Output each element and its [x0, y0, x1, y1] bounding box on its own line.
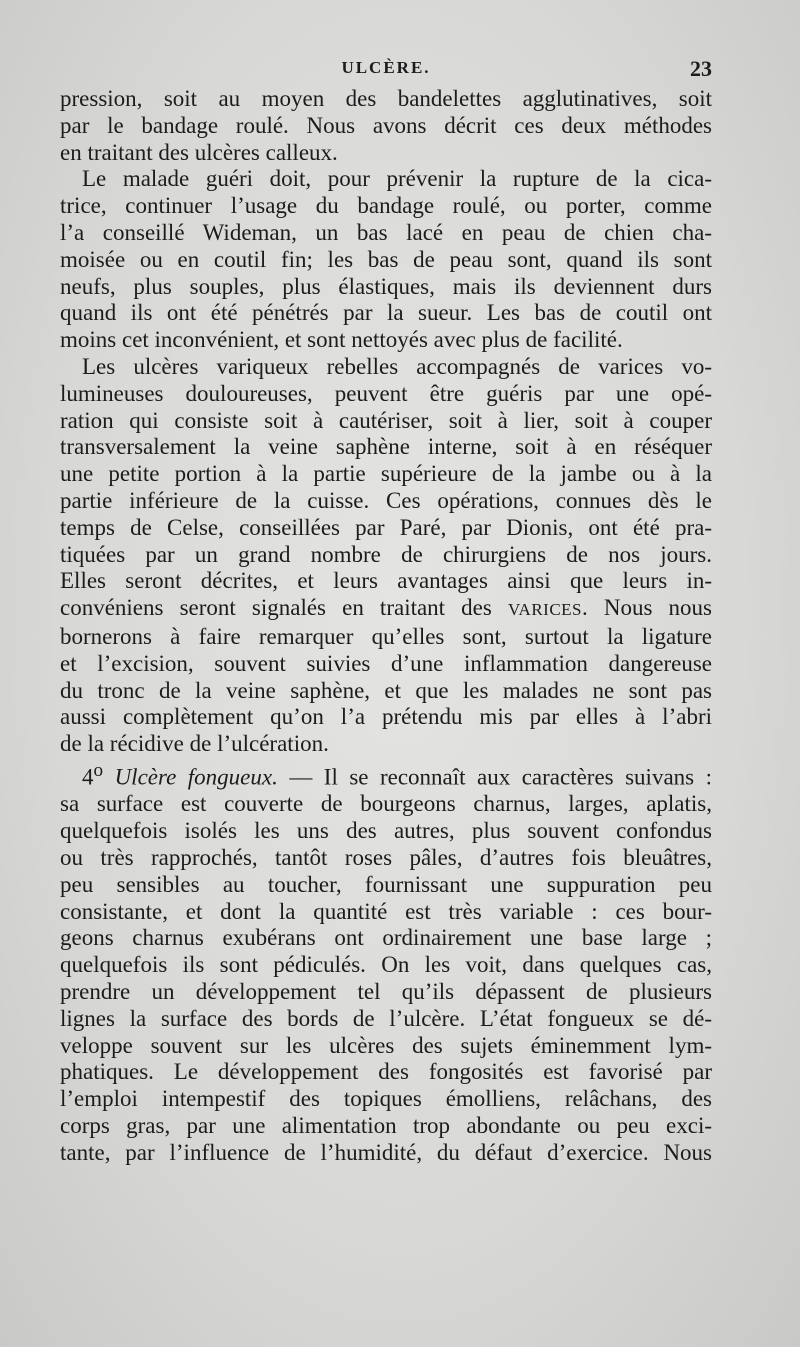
text-line: peu sensibles au toucher, fournissant une suppuration peu: [60, 871, 712, 897]
text-line: partie inférieure de la cuisse. Ces opérations, connues dès le: [60, 487, 712, 513]
text-segment: . Nous nous: [582, 595, 713, 621]
text-line: et l’excision, souvent suivies d’une inflammation dangereuse: [60, 650, 712, 676]
text-line: transversalement la veine saphène interne, soit à en réséquer: [60, 434, 712, 460]
text-line: l’emploi intempestif des topiques émolliens, relâchans, des: [60, 1086, 712, 1112]
text-line: sa surface est couverte de bourgeons charnus, larges, aplatis,: [60, 791, 712, 817]
text-line: ration qui consiste soit à cautériser, soit à lier, soit à couper: [60, 407, 712, 433]
text-line: trice, continuer l’usage du bandage roulé, ou porter, comme: [60, 193, 712, 219]
running-head: ULCÈRE.: [341, 58, 431, 77]
page-number: 23: [690, 56, 712, 81]
text-line: lumineuses douloureuses, peuvent être guéris par une opé-: [60, 380, 712, 406]
text-line: neufs, plus souples, plus élastiques, mais ils deviennent durs: [60, 273, 712, 299]
text-line: moins cet inconvénient, et sont nettoyés avec plus de facilité.: [60, 327, 623, 353]
section-heading: Ulcère fongueux.: [114, 764, 278, 790]
smallcaps-term: VARICES: [507, 600, 583, 620]
text-line: consistante, et dont la quantité est très variable : ces bour-: [60, 898, 712, 924]
text-line: pression, soit au moyen des bandelettes agglutinatives, soit: [60, 86, 712, 111]
text-line: une petite portion à la partie supérieure de la jambe ou à la: [60, 461, 712, 487]
paragraph: [60, 758, 712, 1167]
text-segment: convéniens seront signalés en traitant des: [60, 595, 508, 621]
text-line: [60, 758, 712, 791]
section-number-superscript: o: [93, 759, 104, 781]
text-line: tiquées par un grand nombre de chirurgiens de nos jours.: [60, 541, 712, 567]
text-line: quelquefois isolés les uns des autres, plus souvent confondus: [60, 818, 712, 844]
text-segment: — Il se reconnaît aux caractères suivans :: [277, 764, 712, 790]
body-text: [60, 86, 712, 1167]
text-line: par le bandage roulé. Nous avons décrit ces deux méthodes: [60, 112, 712, 138]
text-line: Le malade guéri doit, pour prévenir la rupture de la cica-: [82, 166, 712, 192]
paragraph: [60, 86, 712, 166]
text-line: l’a conseillé Wideman, un bas lacé en peau de chien cha-: [60, 219, 712, 245]
text-line: phatiques. Le développement des fongosités est favorisé par: [60, 1059, 712, 1085]
paragraph: [60, 354, 712, 758]
text-line: Les ulcères variqueux rebelles accompagnés de varices vo-: [82, 353, 712, 379]
text-line: temps de Celse, conseillées par Paré, par Dionis, ont été pra-: [60, 514, 712, 540]
text-line: quelquefois ils sont pédiculés. On les voit, dans quelques cas,: [60, 952, 712, 978]
paragraph: [60, 166, 712, 354]
text-line: lignes la surface des bords de l’ulcère. L’état fongueux se dé-: [60, 1005, 712, 1031]
text-line: ou très rapprochés, tantôt roses pâles, d’autres fois bleuâtres,: [60, 844, 712, 870]
text-line: bornerons à faire remarquer qu’elles sont, surtout la ligature: [60, 623, 712, 649]
section-number: 4: [82, 764, 94, 790]
text-line: veloppe souvent sur les ulcères des sujets éminemment lym-: [60, 1032, 712, 1058]
text-line: aussi complètement qu’on l’a prétendu mis par elles à l’abri: [60, 704, 712, 730]
text-line: corps gras, par une alimentation trop abondante ou peu exci-: [60, 1112, 712, 1138]
text-line: [60, 595, 712, 624]
text-line: de la récidive de l’ulcération.: [60, 731, 329, 757]
page-header: [60, 56, 712, 86]
text-line: du tronc de la veine saphène, et que les malades ne sont pas: [60, 677, 712, 703]
text-line: en traitant des ulcères calleux.: [60, 139, 338, 165]
text-line: prendre un développement tel qu’ils dépassent de plusieurs: [60, 978, 712, 1004]
text-line: geons charnus exubérans ont ordinairement une base large ;: [60, 925, 712, 951]
text-line: Elles seront décrites, et leurs avantages ainsi que leurs in-: [60, 568, 712, 594]
text-line: moisée ou en coutil fin; les bas de peau sont, quand ils sont: [60, 246, 712, 272]
text-line: quand ils ont été pénétrés par la sueur. Les bas de coutil ont: [60, 300, 712, 326]
text-line: tante, par l’influence de l’humidité, du défaut d’exercice. Nous: [60, 1139, 712, 1165]
